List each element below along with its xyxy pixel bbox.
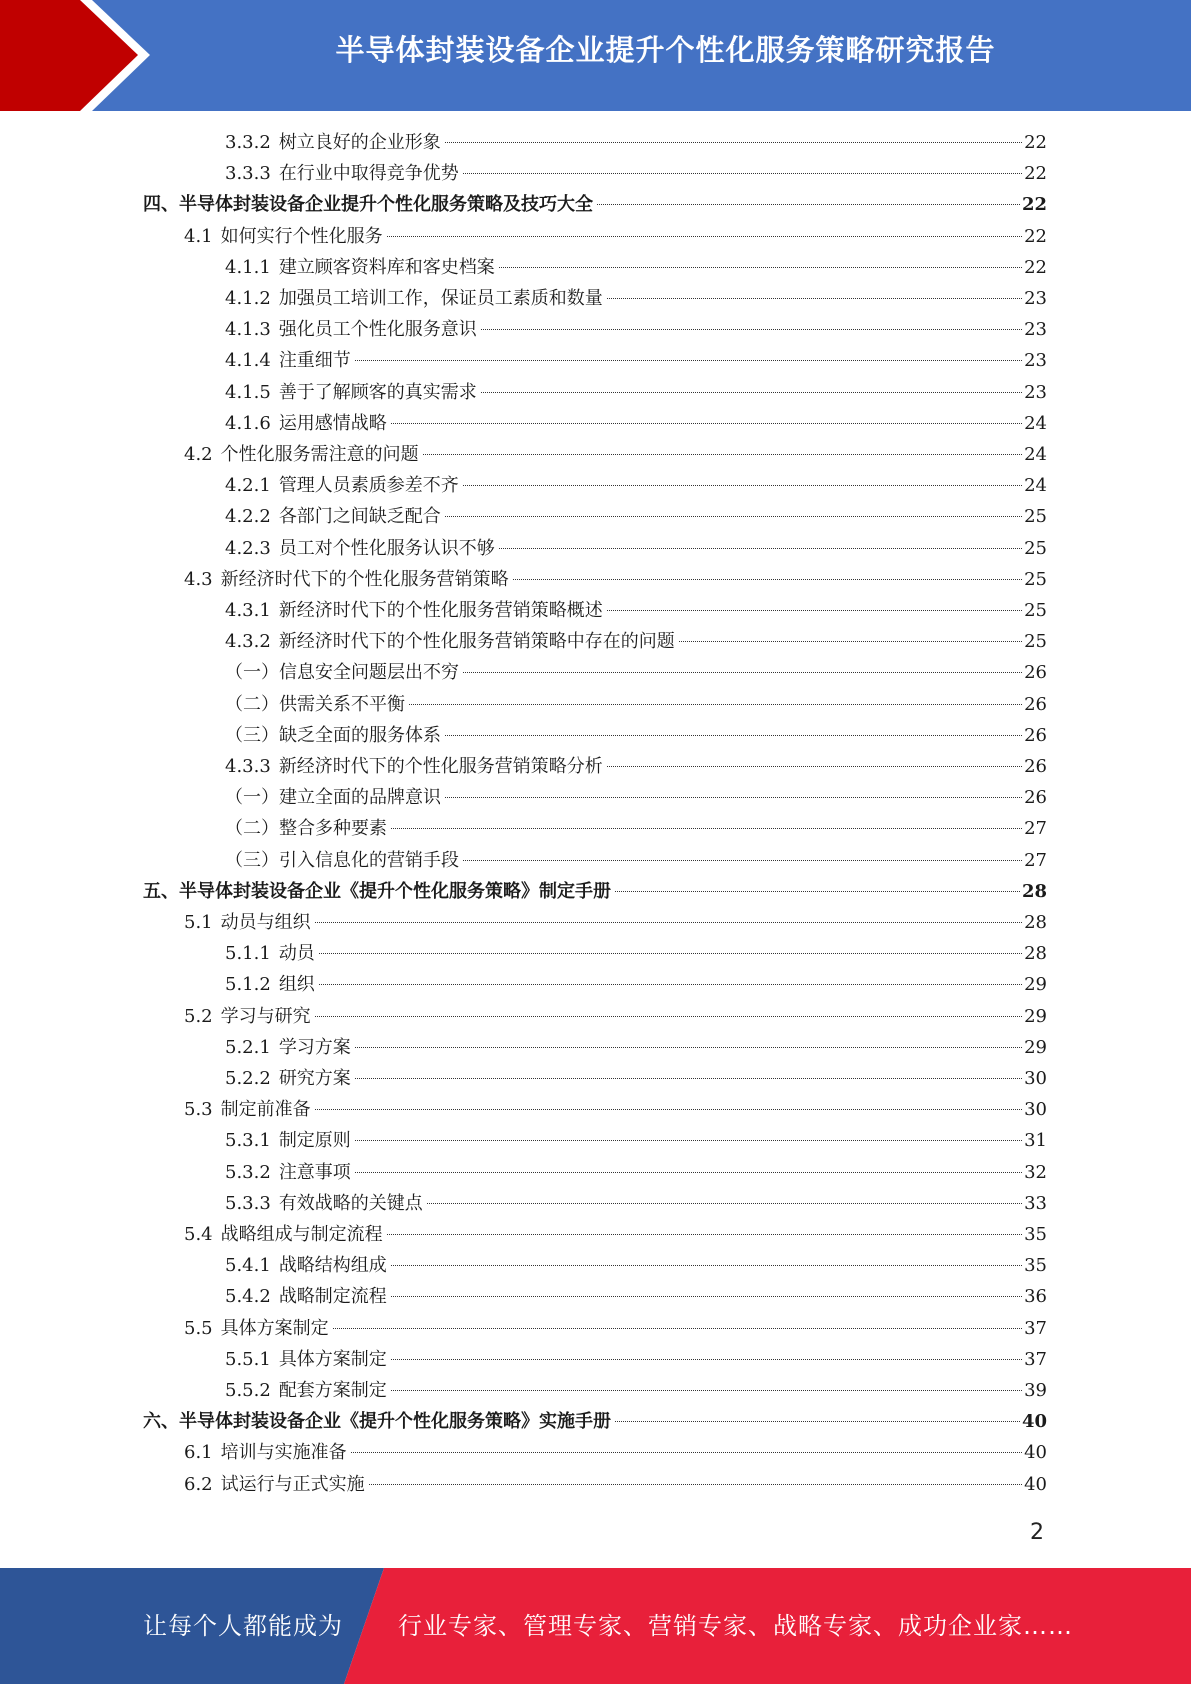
toc-dot-leader bbox=[463, 485, 1022, 486]
toc-dot-leader bbox=[319, 984, 1022, 985]
toc-entry-number: 5.3.3 bbox=[225, 1192, 271, 1214]
toc-entry-number: 4.1.2 bbox=[225, 288, 271, 309]
toc-entry-title: （一）建立全面的品牌意识 bbox=[225, 787, 441, 809]
toc-entry[interactable] bbox=[225, 408, 1047, 439]
toc-entry-number: 4.1.1 bbox=[225, 256, 271, 278]
toc-entry-number: 5.4 bbox=[184, 1224, 213, 1245]
toc-entry[interactable] bbox=[225, 1063, 1047, 1094]
toc-entry-page: 40 bbox=[1024, 1442, 1047, 1464]
toc-entry-page: 26 bbox=[1024, 662, 1047, 684]
toc-dot-leader bbox=[387, 236, 1022, 237]
toc-entry-page: 26 bbox=[1024, 724, 1047, 746]
toc-entry-page: 33 bbox=[1024, 1192, 1047, 1214]
toc-entry-title: 加强员工培训工作，保证员工素质和数量 bbox=[278, 288, 603, 309]
toc-entry-number: 3.3.2 bbox=[225, 132, 271, 153]
page-number: 2 bbox=[1030, 1520, 1044, 1545]
toc-entry-number: 5.1.2 bbox=[225, 974, 271, 996]
toc-dot-leader bbox=[391, 1359, 1022, 1360]
toc-entry[interactable] bbox=[143, 189, 1047, 220]
toc-entry-title: 战略制定流程 bbox=[278, 1286, 387, 1308]
toc-entry-number: 4.2.1 bbox=[225, 475, 271, 497]
toc-dot-leader bbox=[355, 360, 1022, 361]
toc-dot-leader bbox=[499, 267, 1022, 268]
toc-entry-number: 4.2.3 bbox=[225, 537, 271, 559]
toc-entry-page: 25 bbox=[1024, 506, 1047, 528]
toc-entry-title: 六、半导体封装设备企业《提升个性化服务策略》实施手册 bbox=[143, 1411, 611, 1433]
toc-entry-page: 26 bbox=[1024, 693, 1047, 715]
toc-dot-leader bbox=[391, 1265, 1022, 1266]
toc-entry-title: 管理人员素质参差不齐 bbox=[278, 475, 459, 497]
toc-entry-page: 28 bbox=[1021, 880, 1047, 902]
toc-entry-page: 39 bbox=[1024, 1380, 1047, 1401]
toc-entry-title: 新经济时代下的个性化服务营销策略分析 bbox=[278, 756, 603, 777]
footer-slogan-right: 行业专家、管理专家、营销专家、战略专家、成功企业家…… bbox=[398, 1612, 1073, 1640]
toc-entry-title: 运用感情战略 bbox=[278, 412, 387, 434]
toc-entry-page: 27 bbox=[1024, 849, 1047, 871]
toc-dot-leader bbox=[351, 1452, 1022, 1453]
toc-entry[interactable] bbox=[225, 1125, 1047, 1156]
toc-entry-page: 22 bbox=[1024, 132, 1047, 153]
toc-entry-title: 注意事项 bbox=[278, 1161, 351, 1183]
toc-entry[interactable] bbox=[225, 1157, 1047, 1188]
toc-entry-page: 30 bbox=[1024, 1099, 1047, 1121]
toc-entry-title: 在行业中取得竞争优势 bbox=[278, 163, 459, 185]
toc-dot-leader bbox=[481, 392, 1022, 393]
toc-entry-page: 22 bbox=[1024, 225, 1047, 247]
toc-dot-leader bbox=[463, 173, 1022, 174]
toc-entry[interactable] bbox=[225, 657, 1047, 688]
toc-entry[interactable] bbox=[225, 345, 1047, 376]
toc-entry-page: 32 bbox=[1024, 1161, 1047, 1183]
toc-entry-title: 树立良好的企业形象 bbox=[278, 132, 441, 153]
toc-dot-leader bbox=[607, 610, 1022, 611]
toc-entry-title: 员工对个性化服务认识不够 bbox=[278, 537, 495, 559]
toc-entry[interactable] bbox=[225, 1375, 1047, 1406]
toc-entry[interactable] bbox=[184, 439, 1047, 470]
toc-dot-leader bbox=[607, 298, 1022, 299]
toc-entry-number: 5.5.1 bbox=[225, 1348, 271, 1370]
toc-entry-title: 动员与组织 bbox=[220, 912, 311, 933]
toc-entry-number: 4.1.6 bbox=[225, 412, 271, 434]
toc-entry[interactable] bbox=[143, 876, 1047, 907]
toc-dot-leader bbox=[315, 1109, 1022, 1110]
toc-entry-page: 26 bbox=[1024, 756, 1047, 777]
toc-dot-leader bbox=[315, 922, 1022, 923]
toc-entry-title: 战略结构组成 bbox=[278, 1255, 387, 1277]
toc-entry-title: 个性化服务需注意的问题 bbox=[220, 444, 419, 465]
toc-entry-title: 建立顾客资料库和客史档案 bbox=[278, 256, 495, 278]
page-footer bbox=[0, 1568, 1191, 1684]
toc-entry-title: （二）供需关系不平衡 bbox=[225, 693, 405, 715]
toc-entry-number: 4.1.5 bbox=[225, 381, 271, 403]
toc-entry-number: 5.1 bbox=[184, 912, 213, 933]
toc-dot-leader bbox=[679, 641, 1022, 642]
toc-entry[interactable] bbox=[225, 1032, 1047, 1063]
toc-entry[interactable] bbox=[225, 158, 1047, 189]
toc-entry-page: 25 bbox=[1024, 568, 1047, 590]
toc-dot-leader bbox=[499, 548, 1022, 549]
toc-entry-title: 新经济时代下的个性化服务营销策略概述 bbox=[278, 600, 603, 621]
toc-entry-number: 4.1.4 bbox=[225, 350, 271, 372]
toc-entry[interactable] bbox=[225, 283, 1047, 314]
toc-entry-title: 具体方案制定 bbox=[220, 1317, 329, 1339]
toc-entry-page: 24 bbox=[1024, 475, 1047, 497]
toc-entry-page: 37 bbox=[1024, 1317, 1047, 1339]
toc-entry[interactable] bbox=[184, 1001, 1047, 1032]
toc-entry-title: 学习方案 bbox=[278, 1036, 351, 1058]
toc-dot-leader bbox=[463, 672, 1022, 673]
toc-entry-title: 注重细节 bbox=[278, 350, 351, 372]
toc-dot-leader bbox=[355, 1172, 1022, 1173]
toc-dot-leader bbox=[391, 423, 1022, 424]
toc-dot-leader bbox=[513, 579, 1022, 580]
toc-entry[interactable] bbox=[225, 751, 1047, 782]
toc-entry-page: 35 bbox=[1024, 1224, 1047, 1245]
toc-entry-page: 22 bbox=[1021, 194, 1047, 216]
toc-entry-page: 25 bbox=[1024, 600, 1047, 621]
toc-entry-title: 培训与实施准备 bbox=[220, 1442, 347, 1464]
toc-dot-leader bbox=[333, 1328, 1022, 1329]
page-header bbox=[0, 0, 1191, 111]
toc-entry-title: （三）缺乏全面的服务体系 bbox=[225, 724, 441, 746]
toc-entry[interactable] bbox=[184, 1094, 1047, 1125]
toc-entry-page: 24 bbox=[1024, 412, 1047, 434]
toc-entry-number: 5.1.1 bbox=[225, 943, 271, 965]
toc-entry-page: 30 bbox=[1024, 1068, 1047, 1089]
toc-entry-title: 四、半导体封装设备企业提升个性化服务策略及技巧大全 bbox=[143, 194, 593, 216]
toc-entry-number: 4.3.3 bbox=[225, 756, 271, 777]
toc-entry[interactable] bbox=[225, 845, 1047, 876]
toc-entry-page: 23 bbox=[1024, 319, 1047, 341]
toc-dot-leader bbox=[445, 797, 1022, 798]
toc-dot-leader bbox=[315, 1016, 1022, 1017]
toc-dot-leader bbox=[409, 704, 1022, 705]
toc-entry-number: 5.3.2 bbox=[225, 1161, 271, 1183]
toc-entry-number: 5.2 bbox=[184, 1005, 213, 1027]
toc-dot-leader bbox=[445, 516, 1022, 517]
toc-entry[interactable] bbox=[184, 1219, 1047, 1250]
toc-entry[interactable] bbox=[225, 813, 1047, 844]
toc-entry-page: 36 bbox=[1024, 1286, 1047, 1308]
toc-entry[interactable] bbox=[143, 1406, 1047, 1437]
toc-entry[interactable] bbox=[225, 1250, 1047, 1281]
toc-entry-number: 5.3.1 bbox=[225, 1130, 271, 1152]
toc-entry-title: 强化员工个性化服务意识 bbox=[278, 319, 477, 341]
toc-entry-title: 制定原则 bbox=[278, 1130, 351, 1152]
toc-entry-page: 23 bbox=[1024, 288, 1047, 309]
toc-dot-leader bbox=[391, 1390, 1022, 1391]
toc-entry[interactable] bbox=[225, 1281, 1047, 1312]
toc-entry-title: 研究方案 bbox=[278, 1068, 351, 1089]
toc-entry-page: 29 bbox=[1024, 1005, 1047, 1027]
toc-entry-number: 4.2 bbox=[184, 444, 213, 465]
toc-entry-number: 6.1 bbox=[184, 1442, 213, 1464]
footer-slogan-left: 让每个人都能成为 bbox=[143, 1612, 343, 1640]
toc-dot-leader bbox=[391, 1296, 1022, 1297]
toc-entry-number: 4.2.2 bbox=[225, 506, 271, 528]
toc-entry-page: 29 bbox=[1024, 974, 1047, 996]
toc-entry-number: 5.5 bbox=[184, 1317, 213, 1339]
toc-entry-page: 25 bbox=[1024, 631, 1047, 653]
toc-entry[interactable] bbox=[225, 1188, 1047, 1219]
toc-entry[interactable] bbox=[184, 564, 1047, 595]
toc-entry-number: 4.3.1 bbox=[225, 600, 271, 621]
toc-entry-page: 28 bbox=[1024, 943, 1047, 965]
toc-entry-page: 35 bbox=[1024, 1255, 1047, 1277]
toc-entry-title: 如何实行个性化服务 bbox=[220, 225, 383, 247]
toc-entry-title: （三）引入信息化的营销手段 bbox=[225, 849, 459, 871]
toc-dot-leader bbox=[355, 1140, 1022, 1141]
toc-entry-title: 配套方案制定 bbox=[278, 1380, 387, 1401]
toc-entry-title: 新经济时代下的个性化服务营销策略 bbox=[220, 568, 509, 590]
toc-dot-leader bbox=[355, 1047, 1022, 1048]
toc-entry-title: 新经济时代下的个性化服务营销策略中存在的问题 bbox=[278, 631, 675, 653]
toc-entry-page: 23 bbox=[1024, 350, 1047, 372]
toc-entry-title: 制定前准备 bbox=[220, 1099, 311, 1121]
toc-dot-leader bbox=[355, 1078, 1022, 1079]
toc-entry-number: 5.2.2 bbox=[225, 1068, 271, 1089]
toc-dot-leader bbox=[481, 329, 1022, 330]
toc-entry-title: （一）信息安全问题层出不穷 bbox=[225, 662, 459, 684]
toc-entry[interactable] bbox=[225, 969, 1047, 1000]
toc-entry-number: 5.2.1 bbox=[225, 1036, 271, 1058]
toc-entry-title: 组织 bbox=[278, 974, 315, 996]
toc-entry[interactable] bbox=[225, 595, 1047, 626]
toc-entry-page: 29 bbox=[1024, 1036, 1047, 1058]
toc-entry[interactable] bbox=[225, 1344, 1047, 1375]
toc-entry[interactable] bbox=[184, 907, 1047, 938]
toc-entry-title: 战略组成与制定流程 bbox=[220, 1224, 383, 1245]
toc-entry-title: （二）整合多种要素 bbox=[225, 818, 387, 840]
toc-entry-page: 26 bbox=[1024, 787, 1047, 809]
toc-entry-page: 22 bbox=[1024, 163, 1047, 185]
toc-dot-leader bbox=[369, 1484, 1022, 1485]
toc-dot-leader bbox=[615, 1421, 1020, 1422]
toc-entry[interactable] bbox=[184, 1469, 1047, 1500]
toc-dot-leader bbox=[445, 735, 1022, 736]
toc-entry-number: 5.4.2 bbox=[225, 1286, 271, 1308]
toc-entry[interactable] bbox=[184, 1313, 1047, 1344]
toc-entry-title: 试运行与正式实施 bbox=[220, 1473, 365, 1495]
toc-entry-page: 37 bbox=[1024, 1348, 1047, 1370]
toc-dot-leader bbox=[463, 860, 1022, 861]
toc-entry-title: 各部门之间缺乏配合 bbox=[278, 506, 441, 528]
toc-entry-number: 4.1 bbox=[184, 225, 213, 247]
toc-dot-leader bbox=[391, 828, 1022, 829]
toc-entry-page: 24 bbox=[1024, 444, 1047, 465]
toc-entry[interactable] bbox=[225, 501, 1047, 532]
toc-entry-number: 4.3 bbox=[184, 568, 213, 590]
toc-entry[interactable] bbox=[225, 252, 1047, 283]
toc-dot-leader bbox=[423, 454, 1022, 455]
toc-entry[interactable] bbox=[225, 689, 1047, 720]
document-title: 半导体封装设备企业提升个性化服务策略研究报告 bbox=[335, 33, 996, 67]
toc-entry[interactable] bbox=[184, 1437, 1047, 1468]
toc-dot-leader bbox=[319, 953, 1022, 954]
toc-entry-page: 28 bbox=[1024, 912, 1047, 933]
toc-entry-title: 五、半导体封装设备企业《提升个性化服务策略》制定手册 bbox=[143, 880, 611, 902]
toc-entry-number: 4.3.2 bbox=[225, 631, 271, 653]
toc-dot-leader bbox=[445, 142, 1022, 143]
toc-entry[interactable] bbox=[225, 127, 1047, 158]
toc-dot-leader bbox=[427, 1203, 1022, 1204]
toc-entry[interactable] bbox=[225, 938, 1047, 969]
toc-entry[interactable] bbox=[225, 533, 1047, 564]
toc-entry[interactable] bbox=[225, 377, 1047, 408]
toc-entry-page: 22 bbox=[1024, 256, 1047, 278]
toc-entry-number: 4.1.3 bbox=[225, 319, 271, 341]
toc-dot-leader bbox=[607, 766, 1022, 767]
toc-dot-leader bbox=[615, 891, 1020, 892]
toc-entry-title: 动员 bbox=[278, 943, 315, 965]
toc-entry-title: 具体方案制定 bbox=[278, 1348, 387, 1370]
toc-entry-number: 5.3 bbox=[184, 1099, 213, 1121]
toc-entry-title: 学习与研究 bbox=[220, 1005, 311, 1027]
toc-entry-number: 6.2 bbox=[184, 1473, 213, 1495]
toc-entry-title: 有效战略的关键点 bbox=[278, 1192, 423, 1214]
toc-entry[interactable] bbox=[184, 221, 1047, 252]
toc-entry-title: 善于了解顾客的真实需求 bbox=[278, 381, 477, 403]
toc-entry[interactable] bbox=[225, 626, 1047, 657]
toc-entry-number: 3.3.3 bbox=[225, 163, 271, 185]
toc-entry-page: 31 bbox=[1024, 1130, 1047, 1152]
toc-entry-page: 25 bbox=[1024, 537, 1047, 559]
toc-entry-number: 5.4.1 bbox=[225, 1255, 271, 1277]
toc-entry[interactable] bbox=[225, 314, 1047, 345]
toc-dot-leader bbox=[387, 1234, 1022, 1235]
toc-entry[interactable] bbox=[225, 782, 1047, 813]
toc-entry-page: 40 bbox=[1024, 1473, 1047, 1495]
toc-entry[interactable] bbox=[225, 470, 1047, 501]
toc-entry-number: 5.5.2 bbox=[225, 1380, 271, 1401]
toc-entry-page: 27 bbox=[1024, 818, 1047, 840]
toc-dot-leader bbox=[597, 204, 1020, 205]
toc-entry-page: 40 bbox=[1021, 1411, 1047, 1433]
toc-entry-page: 23 bbox=[1024, 381, 1047, 403]
toc-entry[interactable] bbox=[225, 720, 1047, 751]
